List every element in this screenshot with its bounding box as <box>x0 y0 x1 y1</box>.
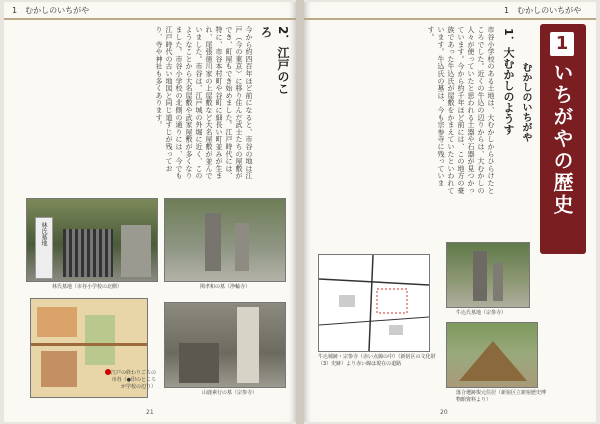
grave-sign-text: 林氏墓地 <box>40 222 47 246</box>
book-gutter <box>296 0 304 424</box>
location-map <box>318 254 430 352</box>
chapter-title-band <box>540 24 586 254</box>
left-section-title: 2．江戸のころ <box>259 26 290 95</box>
map-road <box>31 343 147 346</box>
right-section-title: 1．大むかしのようす <box>502 28 515 135</box>
tall-tombstone <box>237 307 259 383</box>
right-subtitle: むかしのいちがや <box>520 62 531 142</box>
chapter-title: いちがやの歴史 <box>550 62 574 216</box>
right-body-text: 市谷小学校のある土地は、大むかしからひらけたところでした。近くの牛込の辺りからは、大むかしの人々が使っていたと思われる土器や石器が見つかっています。今から約千年ほど前には、この地方の豪族であった牛込氏が屋敷をかまえていたといわれています。牛込氏の墓は、今も宗参寺に残っています。 <box>427 26 495 194</box>
ushigome-grave-photo <box>446 242 530 308</box>
photo-caption: 関孝和の墓（浄輪寺） <box>200 284 251 290</box>
grave-sign <box>35 217 53 279</box>
left-body-text: 今から約四百年ほど前になると、市谷の地は江戸（今の東京）に移り住んだ武士たちの屋敷ができ、町屋もでき始めました。江戸時代には、特に、市谷本村町や谷町に細長い町並みが生まれ、尾張徳川家の上屋敷など大名屋敷が並んでいました。市谷は、江戸城の外堀に近く、このようなことから大名屋敷や武家屋敷が多くなりました。市谷小学校の北側の通りには、今でも江戸時代の古い地図と同じ道すじが残っており、寺や神社も多くあります。 <box>155 26 253 180</box>
tombstone <box>205 213 221 271</box>
map-drawing <box>319 255 429 351</box>
yamaga-grave-photo <box>164 302 286 388</box>
iron-gate <box>63 229 113 277</box>
photo-caption: 牛込氏墓地（宗参寺） <box>456 310 507 316</box>
photo-caption: 落合遺跡復元住居（新宿区立新宿歴史博物館資料より） <box>456 390 547 403</box>
page-number: 20 <box>440 409 448 416</box>
right-page <box>304 2 596 422</box>
hayashi-grave-photo <box>26 198 158 282</box>
map-block <box>41 351 77 387</box>
left-page <box>4 2 296 422</box>
photo-caption: 江戸の終わりごろの市谷（●印のところが学校の辺り） <box>110 370 156 390</box>
seki-grave-photo <box>164 198 286 282</box>
stone-base <box>179 343 219 383</box>
left-page-header <box>4 2 296 20</box>
tombstone-2 <box>235 223 249 271</box>
right-header-text: 1 むかしのいちがや <box>504 6 582 15</box>
thatched-roof <box>459 341 527 381</box>
map-block <box>37 307 77 337</box>
map-caption: 牛込城跡・宗参寺（赤い点線の中）（新宿区の文化財（3）史跡）より赤い線は現在の道路 <box>318 354 436 367</box>
stone-wall <box>121 225 151 277</box>
dwelling-photo <box>446 322 538 388</box>
page-number: 21 <box>146 409 154 416</box>
tombstone-2 <box>493 263 503 301</box>
map-block <box>85 315 115 365</box>
right-page-header <box>304 2 596 20</box>
tombstone <box>473 251 487 301</box>
photo-caption: 林氏墓地（市谷小学校の北側） <box>52 284 123 290</box>
chapter-number: 1 <box>550 32 574 56</box>
left-header-text: 1 むかしのいちがや <box>12 6 90 15</box>
photo-caption: 山鹿素行の墓（宗参寺） <box>202 390 258 396</box>
